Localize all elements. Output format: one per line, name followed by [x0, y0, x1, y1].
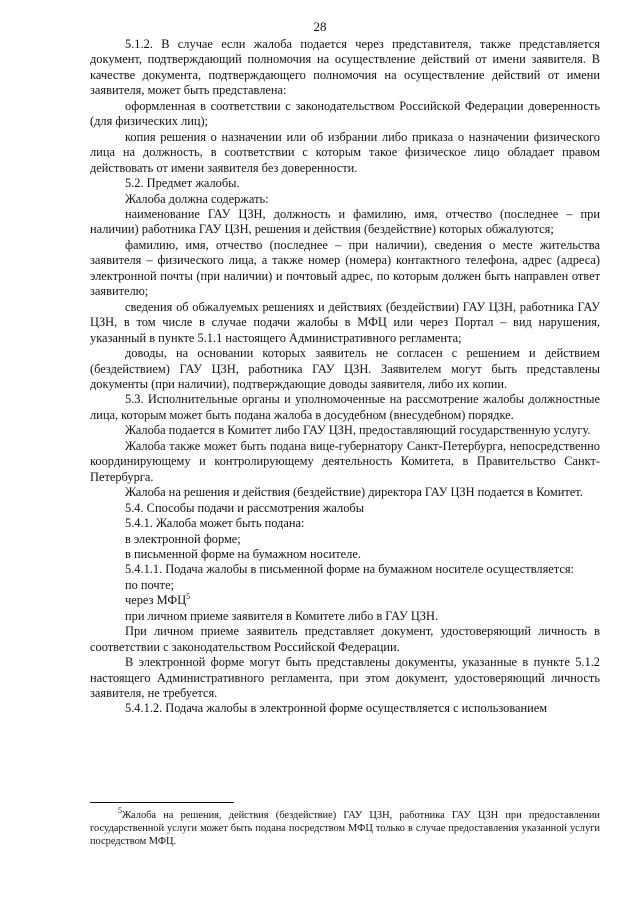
document-body	[90, 37, 600, 717]
via-mfc-text: через МФЦ	[125, 593, 187, 608]
paragraph-5-4: 5.4. Способы подачи и рассмотрения жалобы	[125, 500, 365, 515]
paragraph-5-3: 5.3. Исполнительные органы и уполномоченные на рассмотрение жалобы должностные лица, которым может быть подана жалоба в досудебном (внесудебном) порядке.	[90, 392, 600, 422]
paragraph-personal-reception: при личном приеме заявителя в Комитете либо в ГАУ ЦЗН.	[125, 608, 439, 623]
page-number: 28	[313, 19, 327, 34]
paragraph-appealed-decisions: сведения об обжалуемых решениях и действиях (бездействии) ГАУ ЦЗН, работника ГАУ ЦЗН, в том числе в случае подачи жалобы в МФЦ или через Портал – вид нарушения, указанный в пункте 5.1.1 настоящего Административного регламента;	[90, 299, 600, 345]
footnote-reference: 5	[186, 592, 191, 602]
paragraph-paper-form: в письменной форме на бумажном носителе.	[125, 546, 361, 561]
paragraph-applicant-details: фамилию, имя, отчество (последнее – при наличии), сведения о месте жительства заявителя – физического лица, а также номер (номера) контактного телефона, адрес (адреса) электронной почты (при наличии) и почтовый адрес, по которым должен быть направлен ответ заявителю;	[90, 237, 600, 299]
paragraph-by-mail: по почте;	[125, 577, 175, 592]
paragraph-complaint-contents: Жалоба должна содержать:	[125, 191, 269, 206]
paragraph-power-of-attorney: оформленная в соответствии с законодательством Российской Федерации доверенность (для физических лиц);	[90, 98, 600, 129]
footnote	[90, 806, 600, 849]
paragraph-via-mfc	[90, 593, 600, 608]
paragraph-identity-document: При личном приеме заявитель представляет документ, удостоверяющий личность в соответствии с законодательством Российской Федерации.	[90, 624, 600, 654]
paragraph-5-2: 5.2. Предмет жалобы.	[125, 176, 240, 191]
paragraph-gau-czn-name: наименование ГАУ ЦЗН, должность и фамилию, имя, отчество (последнее – при наличии) работника ГАУ ЦЗН, решения и действия (бездействие) которых обжалуются;	[90, 206, 600, 237]
paragraph-5-1-2: 5.1.2. В случае если жалоба подается через представителя, также представляется документ, подтверждающий полномочия на осуществление действий от имени заявителя. В качестве документа, подтверждающего полномочия на осуществление действий от имени заявителя, может быть представлена:	[90, 37, 600, 98]
footnote-divider	[90, 802, 234, 803]
paragraph-5-4-1-2: 5.4.1.2. Подача жалобы в электронной форме осуществляется с использованием	[125, 701, 548, 716]
footnote-text: Жалоба на решения, действия (бездействие) ГАУ ЦЗН, работника ГАУ ЦЗН при предоставлении государственной услуги может быть подана посредством МФЦ только в случае предоставления указанной услуги посредством МФЦ.	[90, 810, 600, 848]
paragraph-5-4-1: 5.4.1. Жалоба может быть подана:	[125, 516, 305, 531]
paragraph-electronic-documents: В электронной форме могут быть представлены документы, указанные в пункте 5.1.2 настоящего Административного регламента, при этом документ, удостоверяющий личность заявителя, не требуется.	[90, 655, 600, 701]
footnote-marker: 5	[118, 806, 122, 815]
paragraph-director-complaint: Жалоба на решения и действия (бездействие) директора ГАУ ЦЗН подается в Комитет.	[125, 485, 583, 500]
paragraph-electronic-form: в электронной форме;	[125, 531, 241, 546]
paragraph-vice-governor: Жалоба также может быть подана вице-губернатору Санкт-Петербурга, непосредственно координирующему и контролирующему деятельность Комитета, в Правительство Санкт-Петербурга.	[90, 438, 600, 484]
paragraph-submitted-to-committee: Жалоба подается в Комитет либо ГАУ ЦЗН, предоставляющий государственную услугу.	[125, 423, 591, 438]
paragraph-appointment-copy: копия решения о назначении или об избрании либо приказа о назначении физического лица на должность, в соответствии с которым такое физическое лицо обладает правом действовать от имени заявителя без доверенности.	[90, 129, 600, 175]
paragraph-arguments: доводы, на основании которых заявитель не согласен с решением и действием (бездействием) ГАУ ЦЗН, работника ГАУ ЦЗН. Заявителем могут быть представлены документы (при наличии), подтверждающие доводы заявителя, либо их копии.	[90, 346, 600, 391]
paragraph-5-4-1-1: 5.4.1.1. Подача жалобы в письменной форме на бумажном носителе осуществляется:	[125, 562, 574, 577]
